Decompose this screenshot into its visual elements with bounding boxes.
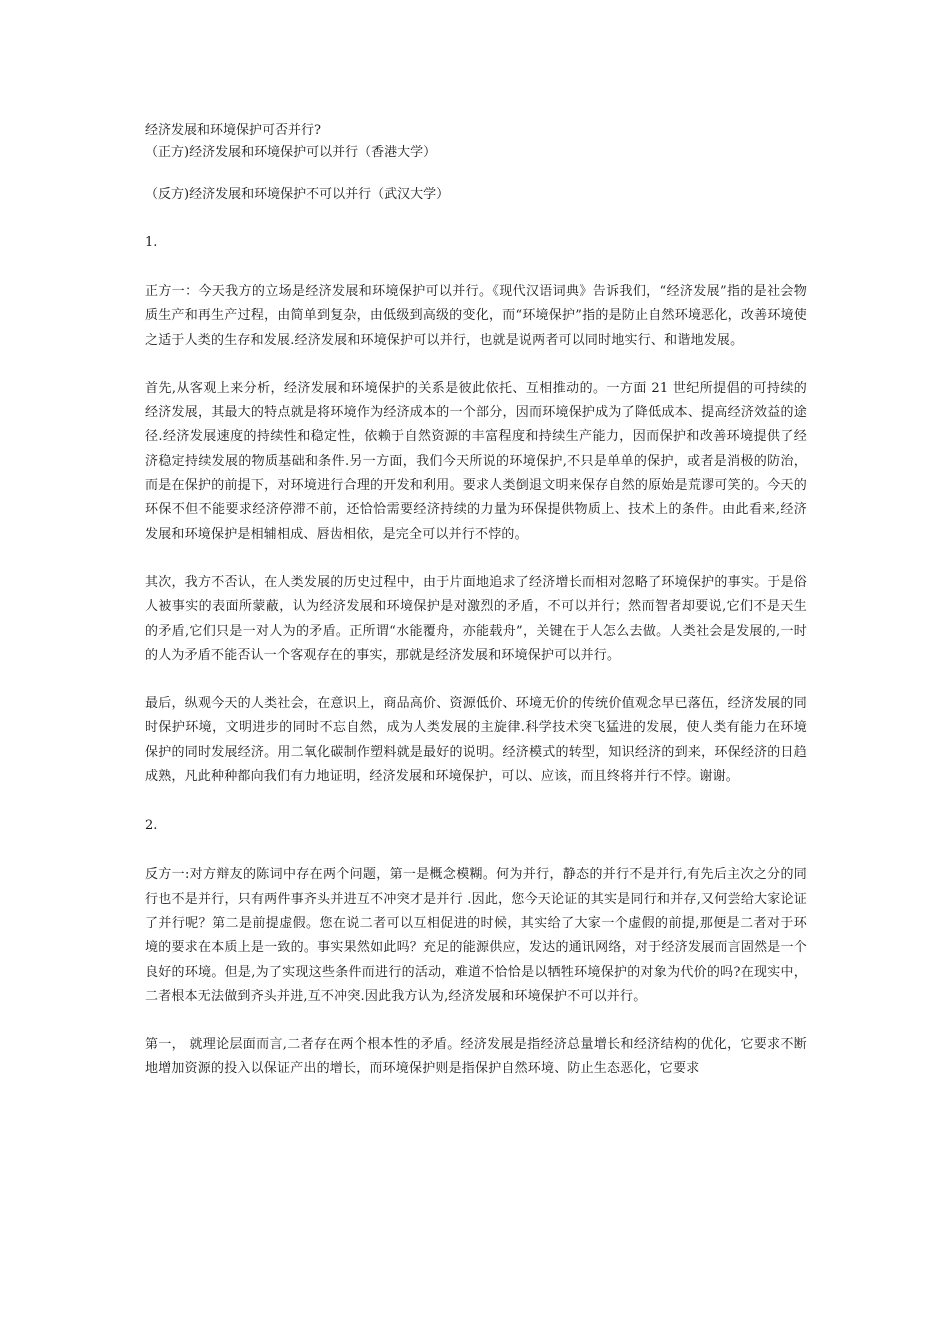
paragraph-pro-1-first: 首先,从客观上来分析，经济发展和环境保护的关系是彼此依托、互相推动的。一方面 21 世纪所提倡的可持续的经济发展，其最大的特点就是将环境作为经济成本的一个部分，因而环境保护成为了降低成本、提高经济效益的途径.经济发展速度的持续性和稳定性，依赖于自然资源的丰富程度和持续生产能力，因而保护和改善环境提供了经济稳定持续发展的物质基础和条件.另一方面，我们今天所说的环境保护,不只是单单的保护，或者是消极的防治，而是在保护的前提下，对环境进行合理的开发和利用。要求人类倒退文明来保存自然的原始是荒谬可笑的。今天的环保不但不能要求经济停滞不前，还恰恰需要经济持续的力量为环保提供物质上、技术上的条件。由此看来,经济发展和环境保护是相辅相成、唇齿相依，是完全可以并行不悖的。 xyxy=(145,380,807,542)
paragraph-con-1-intro: 反方一:对方辩友的陈词中存在两个问题，第一是概念模糊。何为并行，静态的并行不是并行,有先后主次之分的同行也不是并行，只有两件事齐头并进互不冲突才是并行 .因此，您今天论证的其实是同行和并存,又何尝给大家论证了并行呢？第二是前提虚假。您在说二者可以互相促进的时候，其实给了大家一个虚假的前提,那便是二者对于环境的要求在本质上是一致的。事实果然如此吗？充足的能源供应，发达的通讯网络，对于经济发展而言固然是一个良好的环境。但是,为了实现这些条件而进行的活动，难道不恰恰是以牺牲环境保护的对象为代价的吗?在现实中，二者根本无法做到齐头并进,互不冲突.因此我方认为,经济发展和环境保护不可以并行。 xyxy=(145,867,807,1004)
paragraph-con-1-first: 第一， 就理论层面而言,二者存在两个根本性的矛盾。经济发展是指经济总量增长和经济结构的优化，它要求不断地增加资源的投入以保证产出的增长，而环境保护则是指保护自然环境、防止生态恶化，它要求 xyxy=(145,1037,807,1077)
side-con-label: （反方)经济发展和环境保护不可以并行（武汉大学） xyxy=(145,187,450,202)
section-number-2: 2. xyxy=(145,818,158,834)
section-number-1: 1. xyxy=(145,235,158,250)
document-page xyxy=(145,120,807,1082)
paragraph-pro-1-last: 最后，纵观今天的人类社会，在意识上，商品高价、资源低价、环境无价的传统价值观念早已落伍，经济发展的同时保护环境，文明进步的同时不忘自然，成为人类发展的主旋律.科学技术突飞猛进的发展，使人类有能力在环境保护的同时发展经济。用二氧化碳制作塑料就是最好的说明。经济模式的转型，知识经济的到来，环保经济的日趋成熟，凡此种种都向我们有力地证明，经济发展和环境保护，可以、应该，而且终将并行不悖。谢谢。 xyxy=(145,696,807,785)
side-pro-label: （正方)经济发展和环境保护可以并行（香港大学） xyxy=(145,145,437,160)
paragraph-pro-1-intro: 正方一：今天我方的立场是经济发展和环境保护可以并行。《现代汉语词典》告诉我们，“经济发展”指的是社会物质生产和再生产过程，由简单到复杂，由低级到高级的变化，而“环境保护”指的是防止自然环境恶化，改善环境使之适于人类的生存和发展.经济发展和环境保护可以并行，也就是说两者可以同时地实行、和谐地发展。 xyxy=(145,284,807,348)
document-title: 经济发展和环境保护可否并行? xyxy=(145,123,321,138)
paragraph-pro-1-second: 其次，我方不否认，在人类发展的历史过程中，由于片面地追求了经济增长而相对忽略了环境保护的事实。于是俗人被事实的表面所蒙蔽，认为经济发展和环境保护是对激烈的矛盾，不可以并行；然而智者却要说,它们不是天生的矛盾,它们只是一对人为的矛盾。正所谓“水能覆舟，亦能载舟”，关键在于人怎么去做。人类社会是发展的,一时的人为矛盾不能否认一个客观存在的事实，那就是经济发展和环境保护可以并行。 xyxy=(145,574,807,663)
